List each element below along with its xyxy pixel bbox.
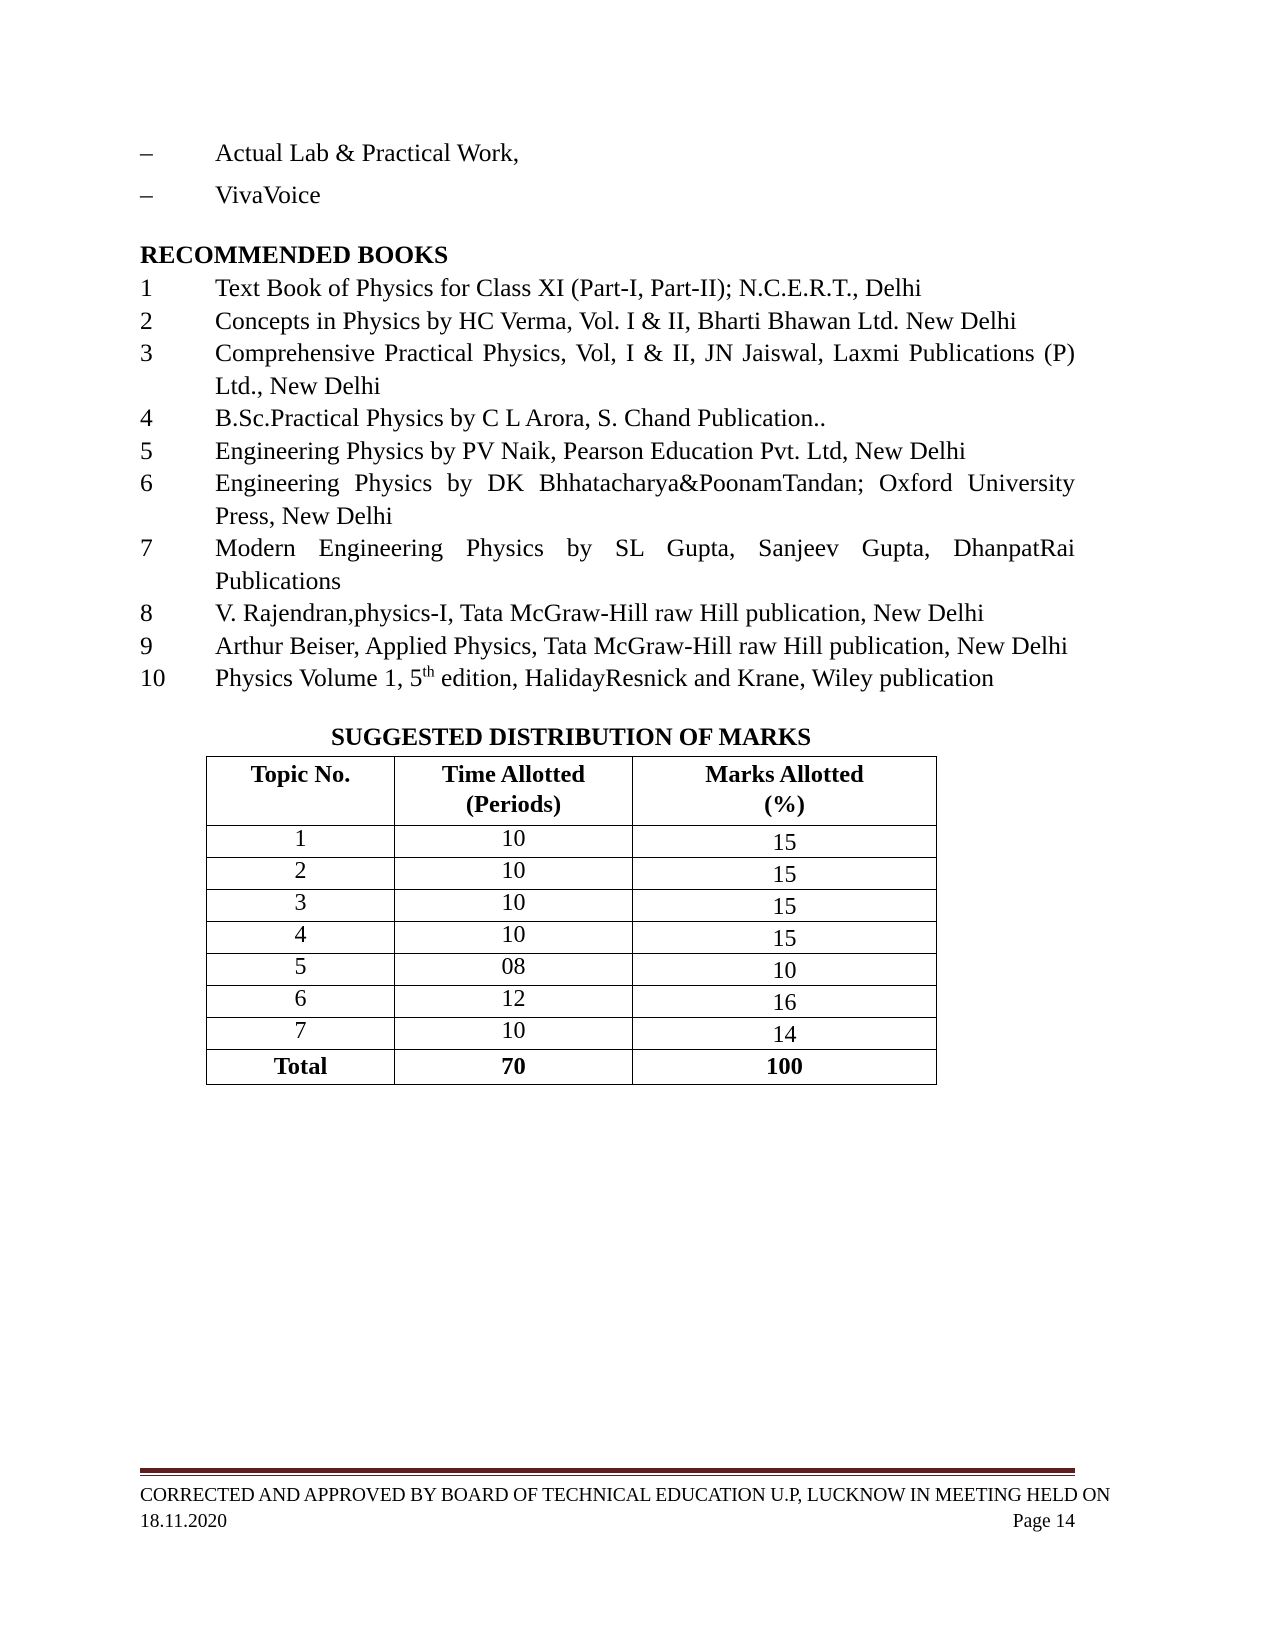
footer-date: 18.11.2020 [140,1511,228,1532]
cell-topic: 1 [207,826,395,858]
list-item [140,272,1075,305]
table-row [207,858,937,890]
marks-distribution-block [206,724,936,1085]
cell-marks: 10 [633,954,937,986]
list-item-text: V. Rajendran,physics-I, Tata McGraw-Hill raw Hill publication, New Delhi [215,598,985,627]
list-item [140,467,1075,532]
footer-approval-text: CORRECTED AND APPROVED BY BOARD OF TECHNICAL EDUCATION U.P, LUCKNOW IN MEETING HELD ON [140,1485,1111,1506]
table-row [207,922,937,954]
cell-marks: 16 [633,986,937,1018]
column-header-topic: Topic No. [207,757,395,826]
column-header-time [395,757,633,826]
table-total-row [207,1050,937,1085]
column-header-marks [633,757,937,826]
list-item-number: 5 [140,435,153,465]
list-item-text: VivaVoice [215,180,321,209]
list-item-text: Actual Lab & Practical Work, [215,138,520,167]
marks-distribution-table [206,756,937,1085]
table-row [207,826,937,858]
cell-time: 10 [395,890,633,922]
column-header-time-line2: (Periods) [465,791,562,818]
page-content [140,132,1075,695]
list-item-number: 7 [140,533,153,562]
list-item-number: 2 [140,305,153,335]
cell-time: 10 [395,826,633,858]
dash-bullet-list [140,132,1075,216]
table-title: SUGGESTED DISTRIBUTION OF MARKS [330,724,812,751]
cell-topic: 4 [207,922,395,954]
cell-total-marks: 100 [633,1050,937,1085]
table-header-row [207,757,937,826]
cell-topic: 7 [207,1018,395,1050]
list-item-text [215,662,1075,695]
cell-marks: 15 [633,826,937,858]
recommended-books-heading: RECOMMENDED BOOKS [140,240,449,269]
column-header-time-line1: Time Allotted [441,761,586,788]
list-item-number: 4 [140,403,153,432]
table-row [207,954,937,986]
list-item-text-before: Physics Volume 1, 5 [215,663,423,692]
list-item [140,597,1075,630]
cell-total-time: 70 [395,1050,633,1085]
column-header-marks-line2: (%) [764,791,805,818]
list-item [140,402,1075,435]
dash-marker-icon: – [140,138,153,167]
cell-topic: 2 [207,858,395,890]
column-header-marks-line1: Marks Allotted [705,761,864,788]
list-item-text: Text Book of Physics for Class XI (Part-I, Part-II); N.C.E.R.T., Delhi [215,273,922,302]
cell-topic: 3 [207,890,395,922]
list-item-text: Concepts in Physics by HC Verma, Vol. I & II, Bharti Bhawan Ltd. New Delhi [215,305,1017,335]
list-item-number: 1 [140,273,153,302]
cell-total-label: Total [207,1050,395,1085]
list-item-text: Comprehensive Practical Physics, Vol, I & II, JN Jaiswal, Laxmi Publications (P) Ltd., New Delhi [215,338,1075,400]
list-item-text-after: edition, HalidayResnick and Krane, Wiley publication [434,663,994,692]
list-item-text: Engineering Physics by DK Bhhatacharya&PoonamTandan; Oxford University Press, New Delhi [215,468,1075,530]
cell-time: 10 [395,1018,633,1050]
table-row [207,986,937,1018]
footer-bottom-line [140,1509,1075,1535]
dash-marker-icon: – [140,180,153,209]
cell-time: 10 [395,922,633,954]
list-item [140,305,1075,338]
cell-marks: 15 [633,858,937,890]
list-item [140,532,1075,597]
list-item [140,132,1075,174]
list-item-text: B.Sc.Practical Physics by C L Arora, S. Chand Publication.. [215,403,827,432]
page-footer [140,1468,1111,1536]
recommended-books-list [140,272,1075,695]
ordinal-superscript: th [422,663,435,681]
cell-time: 08 [395,954,633,986]
cell-topic: 6 [207,986,395,1018]
list-item-text: Engineering Physics by PV Naik, Pearson Education Pvt. Ltd, New Delhi [215,435,966,465]
list-item-text: Arthur Beiser, Applied Physics, Tata McGraw-Hill raw Hill publication, New Delhi [215,630,1068,660]
cell-marks: 14 [633,1018,937,1050]
list-item-number: 9 [140,630,153,660]
cell-time: 12 [395,986,633,1018]
table-row [207,890,937,922]
cell-topic: 5 [207,954,395,986]
list-item [140,435,1075,468]
list-item-number: 10 [140,663,166,692]
list-item-text: Modern Engineering Physics by SL Gupta, Sanjeev Gupta, DhanpatRai Publications [215,533,1075,595]
list-item [140,337,1075,402]
list-item [140,630,1075,663]
list-item-number: 8 [140,598,153,627]
cell-marks: 15 [633,922,937,954]
list-item [140,174,1075,216]
list-item-number: 6 [140,468,153,497]
cell-marks: 15 [633,890,937,922]
list-item-number: 3 [140,338,153,367]
table-row [207,1018,937,1050]
list-item [140,662,1075,695]
footer-page-number: Page 14 [1012,1511,1075,1532]
cell-time: 10 [395,858,633,890]
